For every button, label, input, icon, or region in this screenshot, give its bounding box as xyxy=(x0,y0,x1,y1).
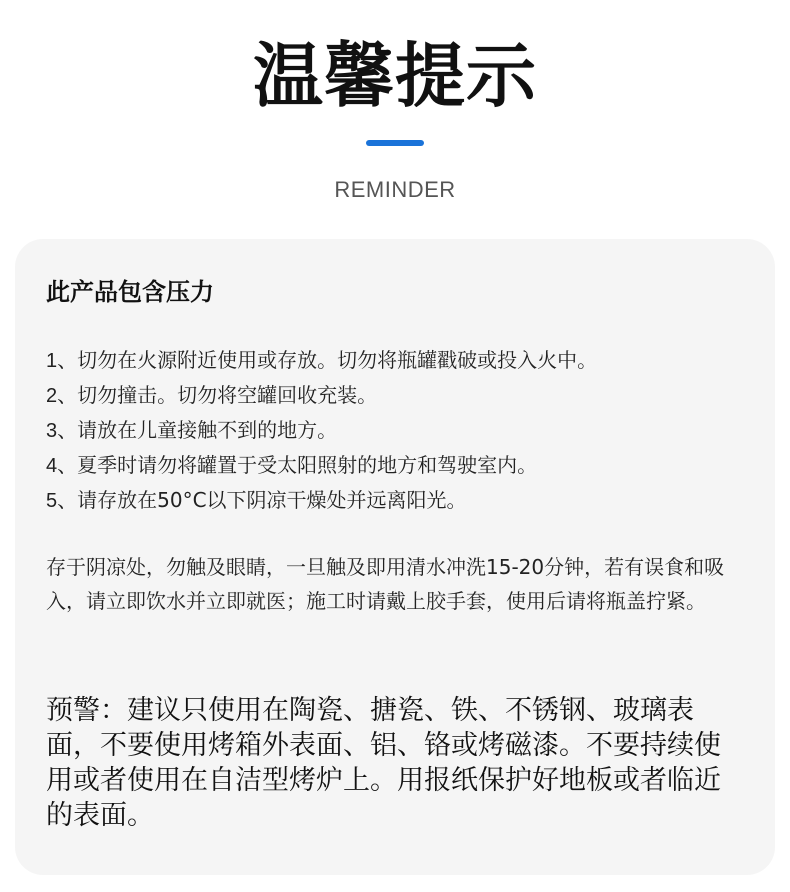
title-accent-bar xyxy=(366,140,424,146)
caution-paragraph: 存于阴凉处，勿触及眼睛，一旦触及即用清水冲洗15-20分钟，若有误食和吸入，请立即饮水并立即就医；施工时请戴上胶手套，使用后请将瓶盖拧紧。 xyxy=(46,555,725,613)
rule-text: 、切勿撞击。切勿将空罐回收充装。 xyxy=(57,383,378,407)
rule-text: 、切勿在火源附近使用或存放。切勿将瓶罐戳破或投入火中。 xyxy=(57,348,598,372)
list-item xyxy=(46,413,597,448)
rule-number: 2 xyxy=(46,385,58,407)
rule-text: 、请存放在50°C以下阴凉干燥处并远离阳光。 xyxy=(57,488,467,512)
rule-number: 3 xyxy=(46,420,58,442)
rule-number: 5 xyxy=(46,490,58,512)
page-subtitle: REMINDER xyxy=(334,177,456,202)
rule-number: 1 xyxy=(46,350,58,372)
page-title: 温馨提示 xyxy=(253,35,537,117)
rule-text: 、请放在儿童接触不到的地方。 xyxy=(57,418,338,442)
list-item xyxy=(46,378,597,413)
safety-rules-list xyxy=(46,343,597,518)
card-heading: 此产品包含压力 xyxy=(46,278,214,306)
rule-number: 4 xyxy=(46,455,58,477)
list-item xyxy=(46,448,597,483)
rule-text: 、夏季时请勿将罐置于受太阳照射的地方和驾驶室内。 xyxy=(57,453,538,477)
list-item xyxy=(46,343,597,378)
warning-paragraph: 预警：建议只使用在陶瓷、搪瓷、铁、不锈钢、玻璃表面，不要使用烤箱外表面、铝、铬或烤磁漆。不要持续使用或者使用在自洁型烤炉上。用报纸保护好地板或者临近的表面。 xyxy=(46,695,721,831)
list-item xyxy=(46,483,597,518)
